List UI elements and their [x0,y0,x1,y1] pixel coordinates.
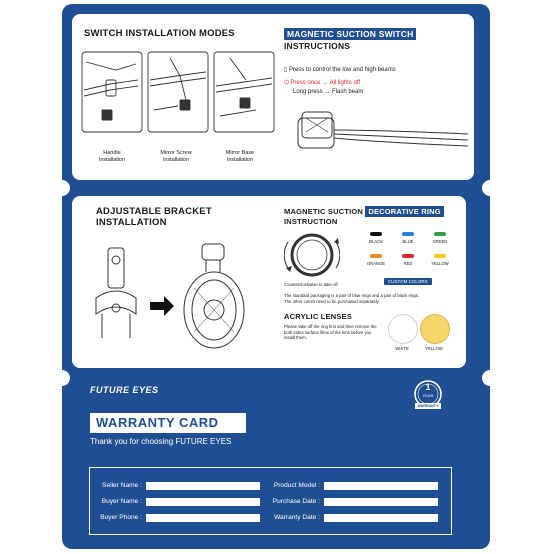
yellow-lens [420,314,450,344]
color-swatch-orange [370,254,382,258]
warranty-date-field[interactable] [324,514,438,522]
edge-notch [54,180,70,196]
ring-title-line-2: INSTRUCTION [284,217,338,226]
color-swatch-green [434,232,446,236]
warranty-badge-number: 1 [425,382,431,392]
mirror-screw-installation-label: Mirror Screw Installation [160,150,192,163]
product-model-label: Product Model : [273,482,320,489]
switch-line-1: ▯ Press to control the low and high beams [284,67,396,73]
magnetic-switch-illustration [294,106,470,166]
ring-note-2: The other colors need to be purchased separately. [284,299,380,304]
warranty-badge-unit: YEAR [422,393,434,398]
switch-install-illustration [80,50,278,150]
ring-title: MAGNETIC SUCTION DECORATIVE RING [284,206,444,217]
warranty-date-label: Warranty Date : [274,514,320,521]
purchase-date-label: Purchase Date : [272,498,320,505]
bracket-ring-panel [72,196,466,368]
color-label-blue: BLUE [402,239,414,244]
color-swatch-blue [402,232,414,236]
instructions-title: INSTRUCTIONS [284,41,351,51]
edge-notch [482,370,498,386]
color-swatch-red [402,254,414,258]
switch-install-title: SWITCH INSTALLATION MODES [84,28,235,39]
color-label-green: GREEN [432,239,448,244]
switch-line-2: ⏻ Press once → All lights off [284,80,361,86]
buyer-name-field[interactable] [146,498,260,506]
bracket-illustration [90,238,270,354]
buyer-phone-label: Buyer Phone : [100,514,142,521]
power-icon: ⏻ [284,80,291,86]
thank-you-text: Thank you for choosing FUTURE EYES [90,437,232,446]
white-lens-label: WHITE [395,346,409,351]
ring-rotation-illustration [284,230,340,280]
warranty-badge [411,378,445,412]
color-label-black: BLACK [369,239,383,244]
switch-icon: ▯ [284,67,289,73]
product-model-field[interactable] [324,482,438,490]
custom-colors-badge: CUSTOM COLORS [384,278,432,285]
edge-notch [482,180,498,196]
buyer-name-label: Buyer Name : [101,498,142,505]
color-swatch-black [370,232,382,236]
warranty-badge-ribbon: WARRANTY [417,404,439,408]
lenses-text: Please take off the ring first and then remove the both sides surface films of the lens before you install them. [284,324,377,341]
ccw-label: Counterclockwise to take off [284,282,338,287]
white-lens [388,314,418,344]
brand-logo: FUTURE EYES [90,385,159,395]
seller-name-label: Seller Name : [102,482,142,489]
color-label-orange: ORANGE [366,261,386,266]
buyer-phone-field[interactable] [146,514,260,522]
edge-notch [54,370,70,386]
magnetic-switch-title: MAGNETIC SUCTION SWITCH [284,28,416,40]
switch-installation-panel [72,14,474,180]
color-label-yellow: YELLOW [431,261,449,266]
switch-line-3: Long press → Flash beam [293,89,364,95]
ring-note-1: The standard packaging is a pair of blue rings and a pair of black rings. [284,293,419,298]
handle-installation-label: Handle Installation [98,150,126,163]
bracket-title-line-2: INSTALLATION [96,217,167,228]
seller-name-field[interactable] [146,482,260,490]
bracket-title-line-1: ADJUSTABLE BRACKET [96,206,212,217]
yellow-lens-label: YELLOW [425,346,443,351]
color-label-red: RED [403,261,413,266]
color-swatch-yellow [434,254,446,258]
lenses-title: ACRYLIC LENSES [284,312,352,321]
warranty-card-title: WARRANTY CARD [90,413,246,433]
purchase-date-field[interactable] [324,498,438,506]
mirror-base-installation-label: Mirror Base Installation [225,150,255,163]
